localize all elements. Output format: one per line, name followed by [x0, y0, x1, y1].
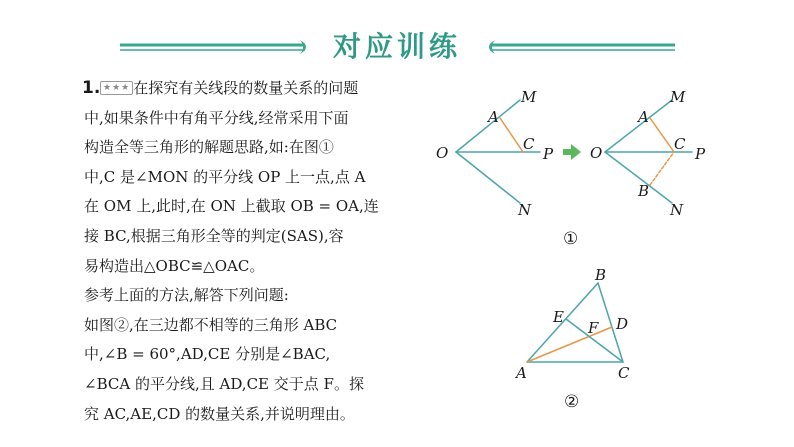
problem-line: 中,如果条件中有角平分线,经常采用下面 [84, 108, 349, 127]
section-title: 对应训练 [332, 30, 461, 63]
label-N: N [518, 201, 532, 219]
problem-line: ★★★ 在探究有关线段的数量关系的问题 [84, 74, 414, 104]
label-A: A [638, 108, 649, 126]
label-A: A [488, 108, 499, 126]
problem-line: 在 OM 上,此时,在 ON 上截取 OB = OA,连 [84, 197, 379, 216]
problem-line: 中,C 是∠MON 的平分线 OP 上一点,点 A [84, 167, 366, 186]
difficulty-badge: ★★★ [100, 81, 133, 95]
label-C: C [618, 364, 630, 382]
arrow-icon [563, 144, 581, 160]
problem-line: 构造全等三角形的解题思路,如:在图① [84, 138, 334, 157]
problem-line: 究 AC,AE,CD 的数量关系,并说明理由。 [84, 404, 355, 423]
problem-line: 如图②,在三边都不相等的三角形 ABC [84, 315, 338, 334]
problem-line: 中,∠B = 60°,AD,CE 分别是∠BAC, [84, 345, 331, 364]
figure-1-caption: ① [563, 229, 579, 249]
figure-1-right [590, 88, 706, 219]
label-N: N [670, 201, 684, 219]
label-C: C [523, 135, 535, 153]
label-M: M [670, 88, 686, 106]
problem-line: 参考上面的方法,解答下列问题: [84, 286, 289, 305]
label-C: C [674, 135, 686, 153]
label-D: D [616, 315, 629, 333]
problem-number: 1. [82, 78, 101, 98]
problem-line: 接 BC,根据三角形全等的判定(SAS),容 [84, 226, 344, 245]
label-O: O [436, 144, 449, 162]
label-O: O [590, 144, 603, 162]
label-M: M [521, 88, 537, 106]
figure-2-caption: ② [564, 392, 580, 412]
label-F: F [588, 319, 599, 337]
figure-2 [514, 266, 630, 382]
label-A: A [516, 364, 527, 382]
label-E: E [553, 308, 564, 326]
figure-1-left [436, 88, 554, 219]
problem-line: 易构造出△OBC≌△OAC。 [84, 256, 265, 275]
label-B: B [595, 266, 607, 284]
label-P: P [695, 145, 706, 163]
problem-line: ∠BCA 的平分线,且 AD,CE 交于点 F。探 [84, 374, 364, 393]
label-P: P [543, 145, 554, 163]
label-B: B [638, 182, 650, 200]
